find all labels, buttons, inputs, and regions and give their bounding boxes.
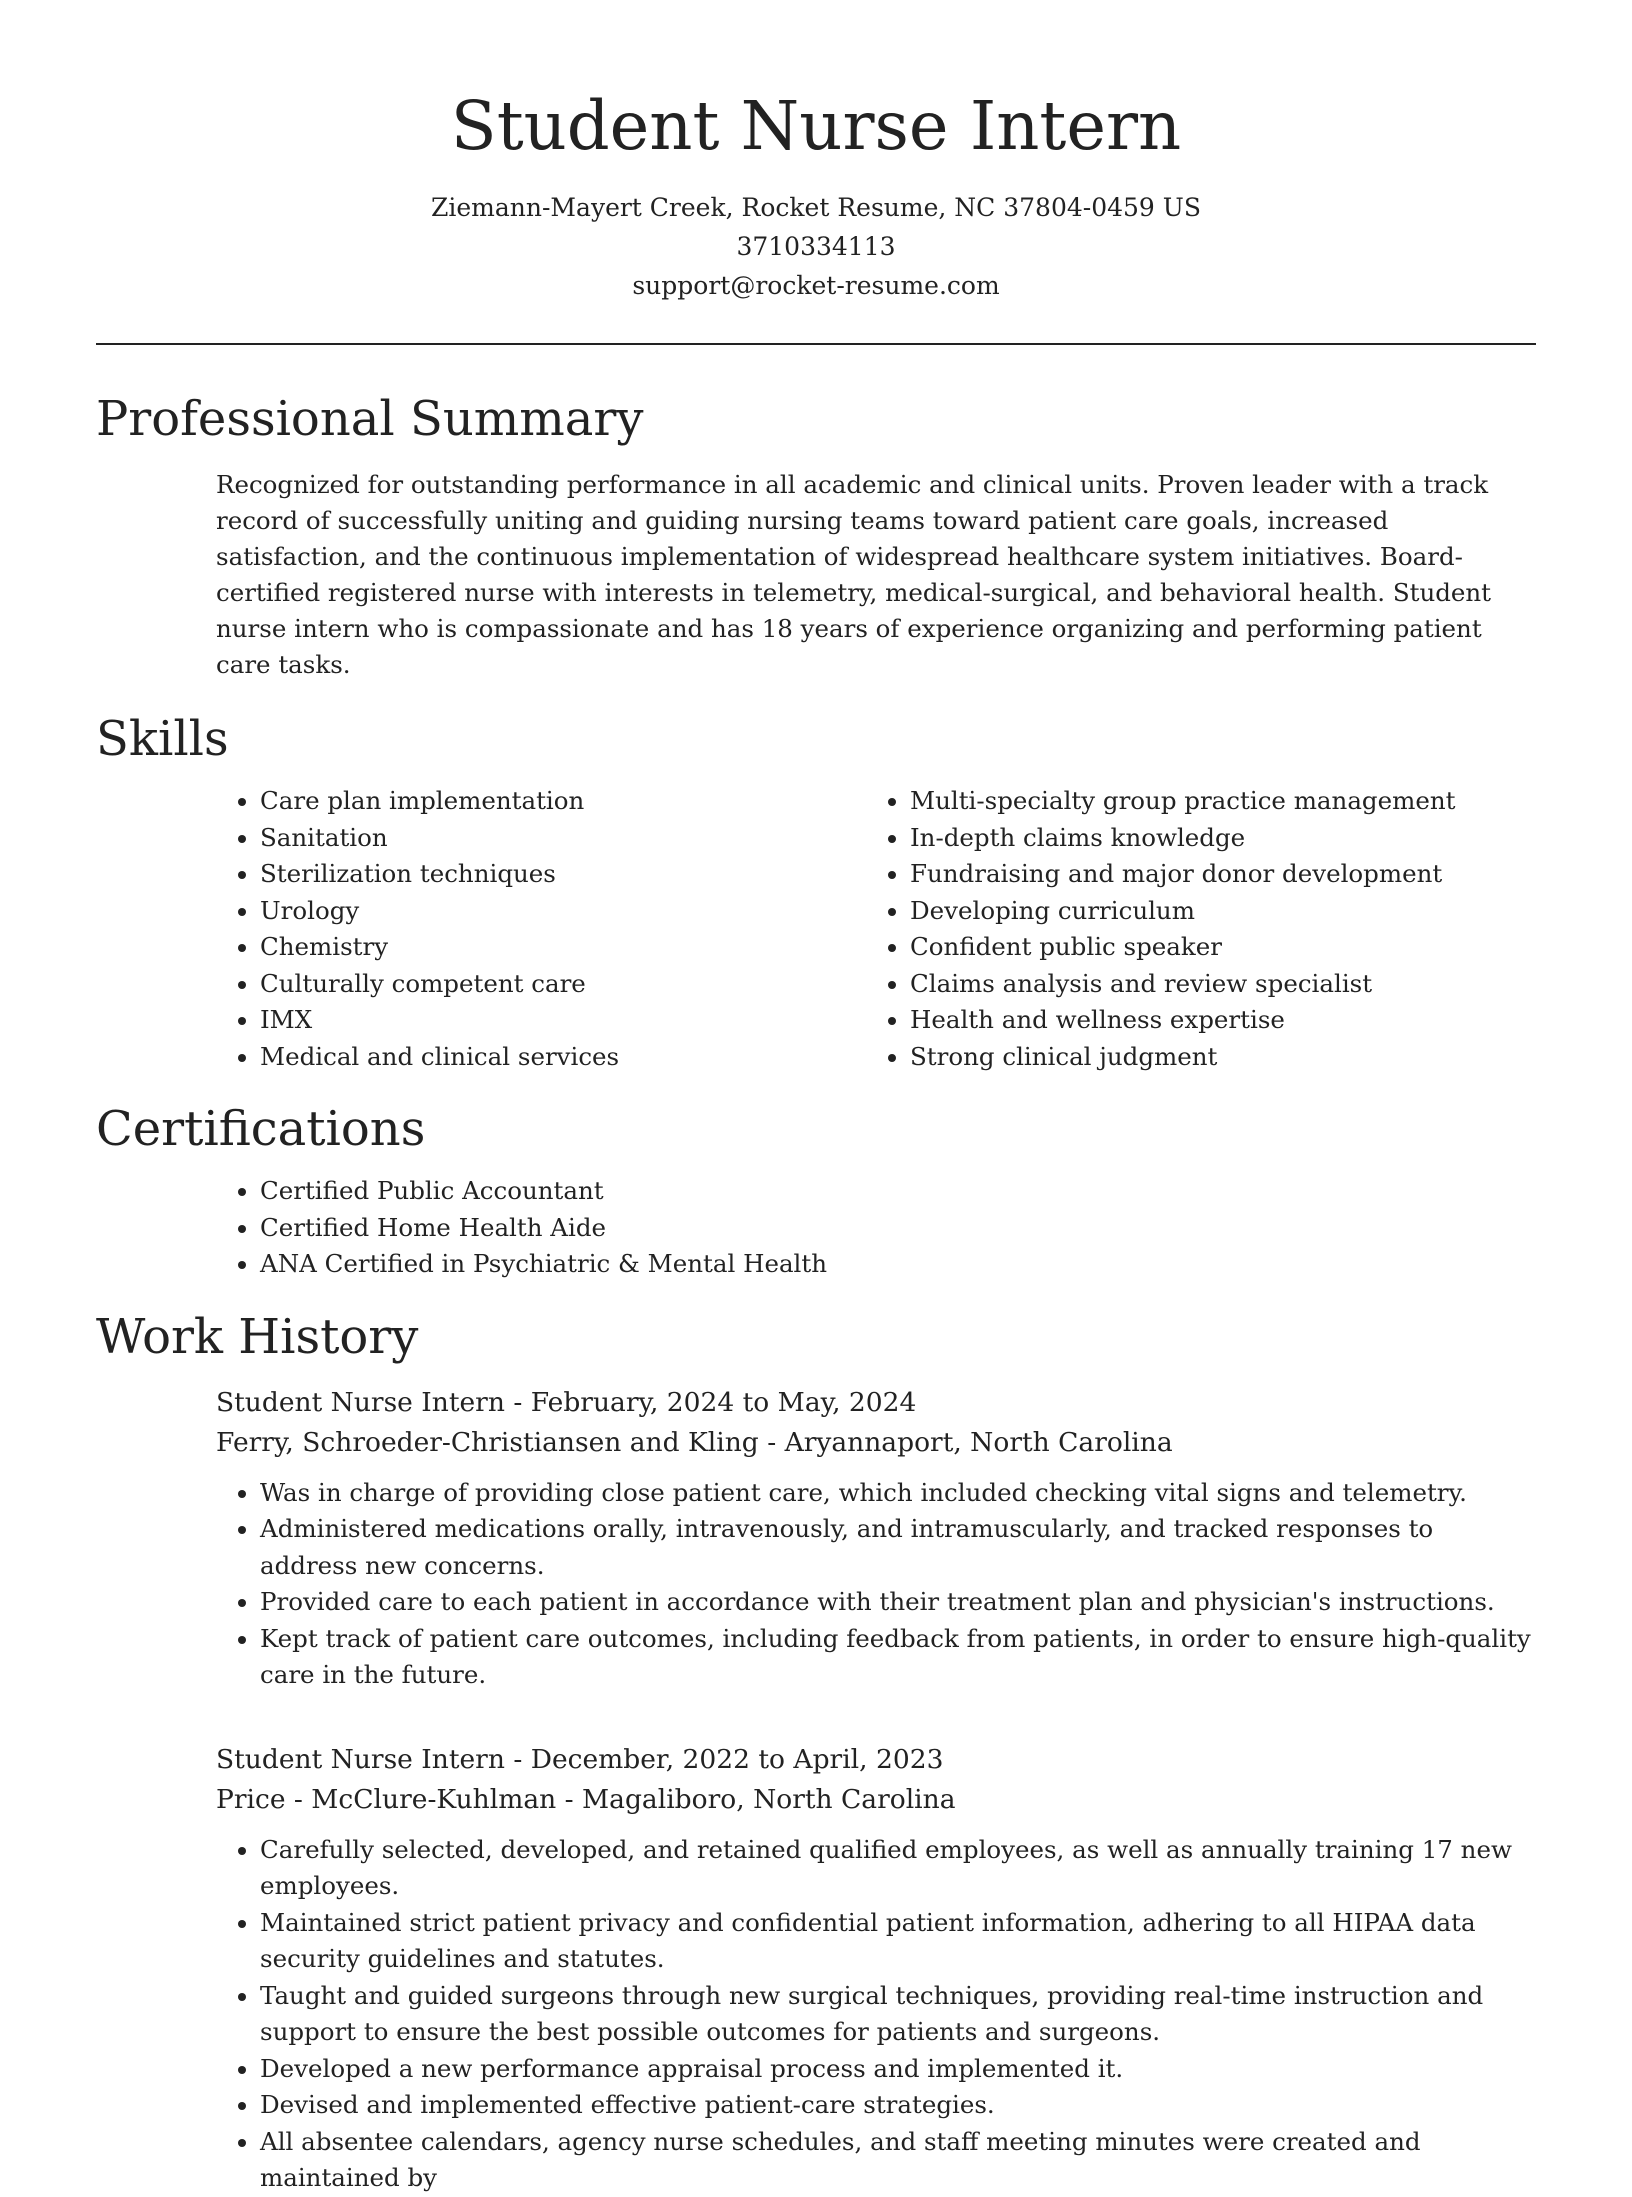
job-bullet: • Kept track of patient care outcomes, including feedback from patients, in order to ensure high-quality care in the future.: [260, 1621, 1536, 1694]
skills-left-column: [216, 783, 866, 1075]
job-company-line: [216, 1780, 1536, 1820]
job-title-line: [216, 1383, 1536, 1423]
job-role: Student Nurse Intern: [216, 1743, 505, 1775]
certification-item: • Certified Home Health Aide: [260, 1210, 1536, 1247]
skill-item: • Sanitation: [260, 820, 866, 857]
skill-item: • Health and wellness expertise: [910, 1002, 1516, 1039]
skill-item: • Culturally competent care: [260, 966, 866, 1003]
certification-item: • Certified Public Accountant: [260, 1173, 1536, 1210]
skill-item: • Care plan implementation: [260, 783, 866, 820]
skills-columns: [216, 783, 1536, 1075]
header-divider: [96, 343, 1536, 345]
contact-address: Ziemann-Mayert Creek, Rocket Resume, NC 37804-0459 US: [431, 193, 1201, 222]
skills-heading: Skills: [96, 711, 229, 767]
job-role: Student Nurse Intern: [216, 1386, 505, 1418]
skill-item: • Chemistry: [260, 929, 866, 966]
job-bullet: • Administered medications orally, intravenously, and intramuscularly, and tracked responses to address new concerns.: [260, 1511, 1536, 1584]
job-bullet: • Was in charge of providing close patient care, which included checking vital signs and telemetry.: [260, 1475, 1536, 1512]
job-separator: -: [504, 1386, 531, 1418]
skill-item: • Strong clinical judgment: [910, 1039, 1516, 1076]
contact-email: support@rocket-resume.com: [632, 271, 1000, 300]
skill-item: • Multi-specialty group practice management: [910, 783, 1516, 820]
job-bullet: • Taught and guided surgeons through new surgical techniques, providing real-time instruction and support to ensure the best possible outcomes for patients and surgeons.: [260, 1978, 1536, 2051]
skill-item: • Medical and clinical services: [260, 1039, 866, 1076]
job-title-line: [216, 1740, 1536, 1780]
candidate-name: Student Nurse Intern: [450, 87, 1182, 165]
certifications-heading: Certifications: [96, 1101, 426, 1157]
job-bullets: [216, 1475, 1536, 1694]
contact-phone: 3710334113: [736, 232, 896, 261]
skill-item: • Fundraising and major donor development: [910, 856, 1516, 893]
job-separator: -: [504, 1743, 531, 1775]
job-company: Price - McClure-Kuhlman: [216, 1783, 557, 1815]
work-history-heading: Work History: [96, 1308, 419, 1365]
job-bullet: • Provided care to each patient in accordance with their treatment plan and physician's instructions.: [260, 1584, 1536, 1621]
job-bullet: • Carefully selected, developed, and retained qualified employees, as well as annually training 17 new employees.: [260, 1832, 1536, 1905]
summary-heading: Professional Summary: [96, 391, 644, 447]
certifications-list: [216, 1173, 1536, 1283]
job-location: Magaliboro, North Carolina: [582, 1783, 956, 1815]
skill-item: • In-depth claims knowledge: [910, 820, 1516, 857]
skill-item: • Confident public speaker: [910, 929, 1516, 966]
resume-header: [0, 0, 1632, 305]
skills-right-column: [866, 783, 1516, 1075]
job-entry: [216, 1740, 1536, 2197]
skill-item: • Urology: [260, 893, 866, 930]
summary-text: Recognized for outstanding performance in all academic and clinical units. Proven leader with a track record of successfully uniting and guiding nursing teams toward patient care goals, increased satisfaction, and the continuous implementation of widespread healthcare system initiatives. Board-certified registered nurse with interests in telemetry, medical-surgical, and behavioral health. Student nurse intern who is compassionate and has 18 years of experience organizing and performing patient care tasks.: [216, 470, 1492, 679]
job-bullet: • Maintained strict patient privacy and confidential patient information, adhering to all HIPAA data security guidelines and statutes.: [260, 1905, 1536, 1978]
job-bullets: [216, 1832, 1536, 2197]
certification-item: • ANA Certified in Psychiatric & Mental Health: [260, 1246, 1536, 1283]
job-entry: [216, 1383, 1536, 1694]
job-separator: -: [556, 1783, 583, 1815]
skill-item: • Claims analysis and review specialist: [910, 966, 1516, 1003]
job-bullet: • All absentee calendars, agency nurse schedules, and staff meeting minutes were created and maintained by: [260, 2124, 1536, 2197]
contact-block: [0, 188, 1632, 305]
job-location: Aryannaport, North Carolina: [784, 1426, 1173, 1458]
job-dates: February, 2024 to May, 2024: [530, 1386, 917, 1418]
job-bullet: • Devised and implemented effective patient-care strategies.: [260, 2087, 1536, 2124]
skill-item: • IMX: [260, 1002, 866, 1039]
skill-item: • Sterilization techniques: [260, 856, 866, 893]
job-separator: -: [758, 1426, 785, 1458]
job-company: Ferry, Schroeder-Christiansen and Kling: [216, 1426, 759, 1458]
job-bullet: • Developed a new performance appraisal process and implemented it.: [260, 2051, 1536, 2088]
job-dates: December, 2022 to April, 2023: [530, 1743, 944, 1775]
skill-item: • Developing curriculum: [910, 893, 1516, 930]
job-company-line: [216, 1423, 1536, 1463]
